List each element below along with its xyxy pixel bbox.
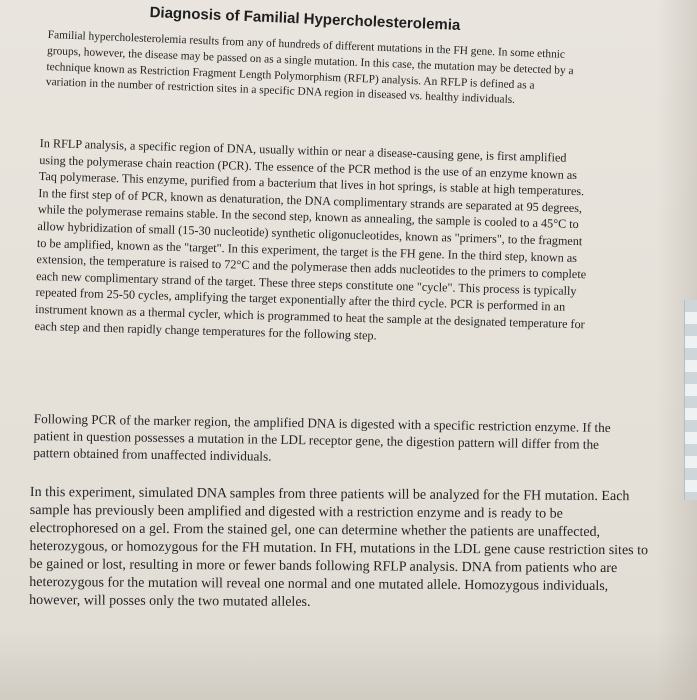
binder-rings xyxy=(684,300,697,500)
page-bottom-shadow xyxy=(0,630,697,700)
document-heading: Diagnosis of Familial Hypercholesterolemia xyxy=(149,4,461,35)
paragraph-intro: Familial hypercholesterolemia results from any of hundreds of different mutations in the FH gene. In some ethnic groups, however, the disease may be passed on as a single mutation. In this case, the mutation may be detected by a technique known as Restriction Fragment Length Polymorphism (RFLP) analysis. An RFLP is defined as a variation in the number of restriction sites in a specific DNA region in diseased vs. healthy individuals. xyxy=(45,28,574,107)
paragraph-digestion: Following PCR of the marker region, the amplified DNA is digested with a specific restriction enzyme. If the patient in question possesses a mutation in the LDL receptor gene, the digestion pattern will differ from the pattern obtained from unaffected individuals. xyxy=(33,410,611,464)
paragraph-experiment: In this experiment, simulated DNA samples from three patients will be analyzed for the FH mutation. Each sample has previously been amplified and digested with a restriction enzyme and is ready to be electrophoresed on a gel. From the stained gel, one can determine whether the patients are unaffected, heterozygous, or homozygous for the FH mutation. In FH, mutations in the LDL gene cause restriction sites to be gained or lost, resulting in more or fewer bands following RFLP analysis. DNA from patients who are heterozygous for the mutation will reveal one normal and one mutated allele. Homozygous individuals, however, will posses only the two mutated alleles. xyxy=(29,484,649,610)
paragraph-rflp-pcr: In RFLP analysis, a specific region of DNA, usually within or near a disease-causing gene, is first amplified using the polymerase chain reaction (PCR). The essence of the PCR method is the use of an enzyme known as Taq polymerase. This enzyme, purified from a bacterium that lives in hot springs, is stable at high temperatures. In the first step of of PCR, known as denaturation, the DNA complimentary strands are separated at 95 degrees, while the polymerase remains stable. In the second step, known as annealing, the sample is cooled to a 45°C to allow hybridization of small (15-30 nucleotide) synthetic oligonucleotides, known as "primers", to the fragment to be amplified, known as the "target". In this experiment, the target is the FH gene. In the third step, known as extension, the temperature is raised to 72°C and the polymerase then adds nucleotides to the primers to complete each new complimentary strand of the target. These three steps constitute one "cycle". This process is typically repeated from 25-50 cycles, amplifying the target exponentially after the third cycle. PCR is performed in an instrument known as a thermal cycler, which is programmed to heat the sample at the designated temperature for each step and then rapidly change temperatures for the following step. xyxy=(34,135,587,343)
